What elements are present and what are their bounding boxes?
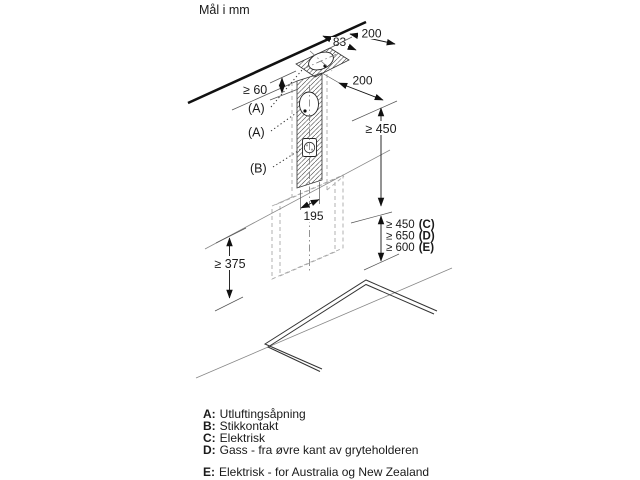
dim-side-depth: 200 bbox=[352, 73, 373, 88]
dim-ceiling-clearance: ≥ 60 bbox=[243, 83, 268, 97]
diagram-title: Mål i mm bbox=[199, 3, 250, 17]
label-b-socket: (B) bbox=[250, 161, 267, 176]
isometric-drawing bbox=[188, 22, 452, 378]
clearance-aus-nz: ≥ 600 (E) bbox=[386, 242, 435, 254]
clearance-table bbox=[386, 219, 435, 254]
dim-upper-height: ≥ 450 bbox=[365, 122, 397, 136]
cooktop-edge bbox=[265, 280, 437, 372]
legend-item-c: C: Elektrisk bbox=[203, 431, 266, 445]
counter-edge-line bbox=[196, 268, 452, 378]
label-a-wall: (A) bbox=[248, 125, 265, 140]
dim-hood-height: ≥ 375 bbox=[214, 257, 246, 271]
legend-item-e: E: Elektrisk - for Australia og New Zealand bbox=[203, 465, 430, 479]
dim-top-width: 200 bbox=[361, 26, 382, 41]
dim-duct-offset: 83 bbox=[332, 35, 347, 49]
ceiling-cutout bbox=[296, 48, 349, 77]
legend-item-d: D: Gass - fra øvre kant av gryteholderen bbox=[203, 443, 419, 457]
legend bbox=[203, 407, 429, 479]
hood-outline bbox=[272, 175, 343, 279]
legend-item-b: B: Stikkontakt bbox=[203, 419, 279, 433]
legend-item-a: A: Utluftingsåpning bbox=[203, 407, 306, 421]
clearance-electric: ≥ 450 (C) bbox=[386, 219, 435, 231]
label-a-ceiling: (A) bbox=[248, 101, 265, 116]
dim-chimney-width: 195 bbox=[303, 209, 324, 223]
clearance-gas: ≥ 650 (D) bbox=[386, 230, 435, 243]
wall-duct-hole bbox=[300, 92, 319, 116]
